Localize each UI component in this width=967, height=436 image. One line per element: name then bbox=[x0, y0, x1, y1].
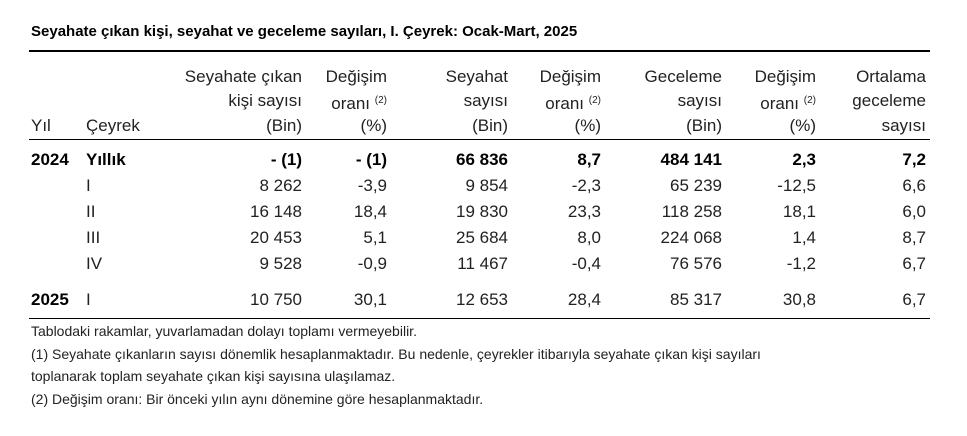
cell-value: 85 317 bbox=[670, 290, 722, 309]
top-rule bbox=[29, 50, 930, 52]
cell-value: 8,7 bbox=[577, 150, 601, 169]
header-year: Yıl bbox=[31, 116, 51, 135]
cell-value: - (1) bbox=[355, 150, 387, 169]
header-col3-line1: Seyahat bbox=[445, 67, 508, 86]
cell-value: 11 467 bbox=[457, 254, 508, 273]
header-col3-line2: sayısı bbox=[463, 91, 508, 110]
header-col4-line1: Değişim bbox=[539, 67, 601, 86]
cell-value: 16 148 bbox=[250, 202, 302, 221]
header-col6-line2: oranı $^{(2)}$ bbox=[760, 94, 816, 113]
row-quarter: IV bbox=[86, 254, 103, 273]
header-col1-line1: Seyahate çıkan bbox=[184, 67, 302, 86]
cell-value: 76 576 bbox=[670, 254, 722, 273]
row-quarter: II bbox=[86, 202, 96, 221]
cell-value: 19 830 bbox=[456, 202, 508, 221]
cell-value: -2,3 bbox=[571, 176, 601, 195]
header-rule bbox=[29, 139, 930, 140]
bottom-rule bbox=[29, 318, 930, 319]
cell-value: 30,1 bbox=[353, 290, 387, 309]
cell-value: 25 684 bbox=[456, 228, 508, 247]
header-col6-line1: Değişim bbox=[754, 67, 816, 86]
cell-value: 66 836 bbox=[456, 150, 508, 169]
cell-value: 8 262 bbox=[259, 176, 302, 195]
cell-value: 18,4 bbox=[353, 202, 387, 221]
cell-value: 2,3 bbox=[792, 150, 816, 169]
header-col6-line3: (%) bbox=[789, 116, 816, 135]
cell-value: 20 453 bbox=[250, 228, 302, 247]
cell-value: 7,2 bbox=[902, 150, 926, 169]
cell-value: 484 141 bbox=[660, 150, 722, 169]
cell-value: -0,9 bbox=[357, 254, 387, 273]
row-quarter: III bbox=[86, 228, 101, 247]
table-title: Seyahate çıkan kişi, seyahat ve geceleme sayıları, I. Çeyrek: Ocak-Mart, 2025 bbox=[31, 23, 578, 40]
header-col7-line3: sayısı bbox=[881, 116, 926, 135]
header-col5-line2: sayısı bbox=[677, 91, 722, 110]
footnote: (1) Seyahate çıkanların sayısı dönemlik hesaplanmaktadır. Bu nedenle, çeyrekler itibarıyla seyahate çıkan kişi sayıları bbox=[31, 346, 761, 362]
footnote: (2) Değişim oranı: Bir önceki yılın aynı dönemine göre hesaplanmaktadır. bbox=[31, 391, 484, 407]
cell-value: 118 258 bbox=[661, 202, 722, 221]
cell-value: -12,5 bbox=[777, 176, 816, 195]
cell-value: -0,4 bbox=[571, 254, 601, 273]
header-col5-line3: (Bin) bbox=[686, 116, 722, 135]
cell-value: -1,2 bbox=[786, 254, 816, 273]
row-quarter: I bbox=[86, 290, 91, 309]
footnote: toplanarak toplam seyahate çıkan kişi sayısına ulaşılamaz. bbox=[31, 368, 396, 384]
row-quarter: Yıllık bbox=[86, 150, 126, 169]
header-col7-line1: Ortalama bbox=[856, 67, 926, 86]
cell-value: - (1) bbox=[270, 150, 302, 169]
cell-value: 5,1 bbox=[363, 228, 387, 247]
cell-value: 224 068 bbox=[660, 228, 722, 247]
cell-value: 8,0 bbox=[577, 228, 601, 247]
cell-value: 65 239 bbox=[670, 176, 722, 195]
header-col2-line3: (%) bbox=[360, 116, 387, 135]
cell-value: 9 528 bbox=[259, 254, 302, 273]
header-col1-line3: (Bin) bbox=[266, 116, 302, 135]
row-year: 2025 bbox=[31, 290, 69, 309]
cell-value: 6,7 bbox=[902, 254, 926, 273]
header-col2-line2: oranı $^{(2)}$ bbox=[331, 94, 387, 113]
row-year: 2024 bbox=[31, 150, 69, 169]
cell-value: 23,3 bbox=[567, 202, 601, 221]
cell-value: 6,0 bbox=[902, 202, 926, 221]
header-col3-line3: (Bin) bbox=[472, 116, 508, 135]
header-col4-line2: oranı $^{(2)}$ bbox=[545, 94, 601, 113]
cell-value: 8,7 bbox=[902, 228, 926, 247]
cell-value: 1,4 bbox=[792, 228, 816, 247]
cell-value: 9 854 bbox=[465, 176, 508, 195]
cell-value: 30,8 bbox=[782, 290, 816, 309]
footnote: Tablodaki rakamlar, yuvarlamadan dolayı toplamı vermeyebilir. bbox=[31, 323, 417, 339]
cell-value: 12 653 bbox=[456, 290, 508, 309]
cell-value: 6,7 bbox=[902, 290, 926, 309]
header-col1-line2: kişi sayısı bbox=[228, 91, 302, 110]
cell-value: 28,4 bbox=[567, 290, 601, 309]
header-col4-line3: (%) bbox=[574, 116, 601, 135]
cell-value: 6,6 bbox=[902, 176, 926, 195]
header-col2-line1: Değişim bbox=[325, 67, 387, 86]
header-col5-line1: Geceleme bbox=[644, 67, 722, 86]
header-quarter: Çeyrek bbox=[86, 116, 140, 135]
cell-value: 10 750 bbox=[250, 290, 302, 309]
cell-value: -3,9 bbox=[357, 176, 387, 195]
row-quarter: I bbox=[86, 176, 91, 195]
header-col7-line2: geceleme bbox=[852, 91, 926, 110]
cell-value: 18,1 bbox=[782, 202, 816, 221]
